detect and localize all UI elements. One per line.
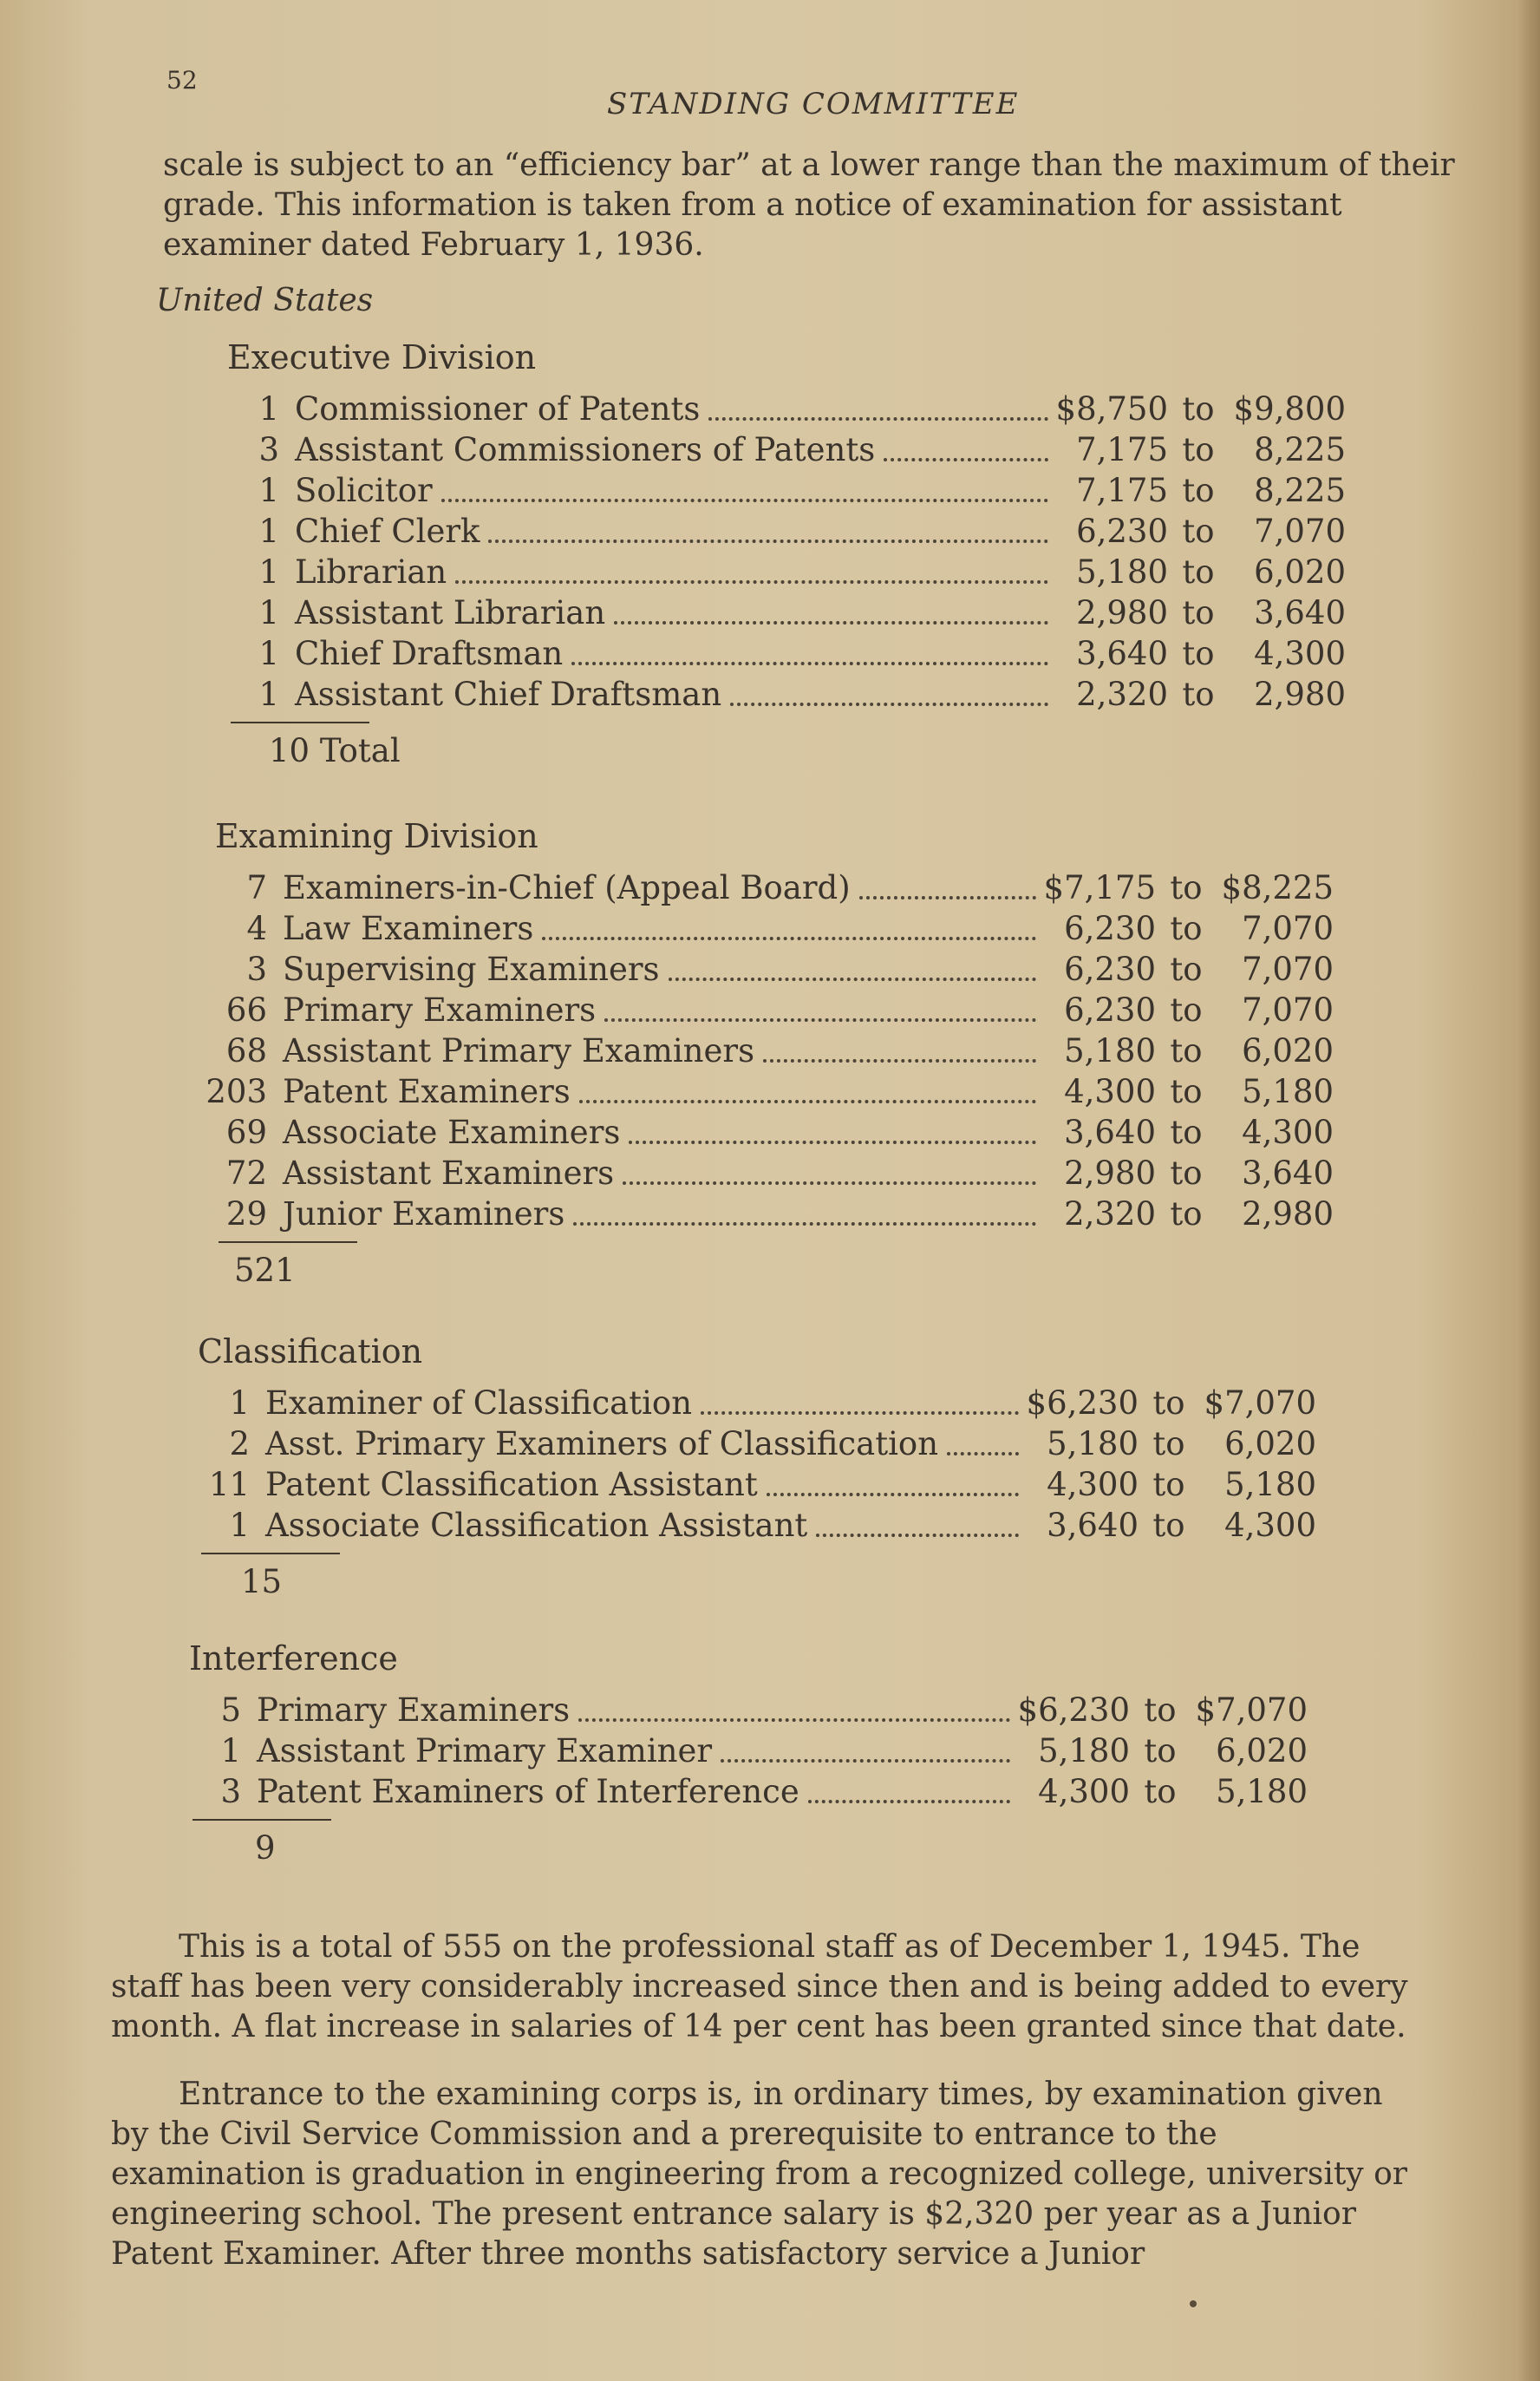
dot-leader bbox=[455, 580, 1048, 584]
division-total: 10 Total bbox=[269, 732, 401, 769]
salary-range bbox=[1055, 676, 1346, 713]
position-title: Primary Examiners bbox=[283, 991, 597, 1029]
position-title: Chief Draftsman bbox=[295, 635, 564, 672]
salary-min: $6,230 bbox=[1017, 1691, 1130, 1729]
salary-max: $7,070 bbox=[1195, 1691, 1308, 1729]
position-row bbox=[215, 869, 1334, 910]
salary-max: 6,020 bbox=[1254, 553, 1346, 591]
position-row bbox=[227, 553, 1346, 594]
position-row bbox=[227, 594, 1346, 635]
dot-leader bbox=[859, 896, 1036, 899]
position-title: Assistant Commissioners of Patents bbox=[295, 431, 876, 468]
position-row bbox=[215, 910, 1334, 951]
salary-max: 3,640 bbox=[1242, 1155, 1334, 1192]
position-row bbox=[189, 1773, 1308, 1814]
salary-min: 5,180 bbox=[1047, 1425, 1139, 1462]
dot-leader bbox=[708, 417, 1048, 421]
dot-leader bbox=[947, 1452, 1019, 1455]
salary-min: 3,640 bbox=[1076, 635, 1168, 672]
salary-to: to bbox=[1182, 635, 1215, 672]
salary-to: to bbox=[1182, 431, 1215, 468]
country-heading: United States bbox=[156, 283, 374, 318]
position-title: Assistant Examiners bbox=[283, 1155, 615, 1192]
page-edge-shadow bbox=[1517, 0, 1540, 2381]
salary-to: to bbox=[1170, 1114, 1203, 1151]
salary-max: 4,300 bbox=[1254, 635, 1346, 672]
salary-max: 5,180 bbox=[1224, 1466, 1316, 1503]
position-count: 7 bbox=[246, 869, 267, 906]
salary-range bbox=[1017, 1691, 1308, 1729]
salary-min: $7,175 bbox=[1043, 869, 1156, 906]
position-row bbox=[227, 676, 1346, 716]
salary-range bbox=[1043, 1155, 1334, 1192]
division-rows bbox=[206, 869, 1334, 1236]
position-count: 2 bbox=[229, 1425, 250, 1462]
division-title: Interference bbox=[189, 1639, 398, 1678]
salary-range bbox=[1043, 951, 1334, 988]
salary-to: to bbox=[1170, 910, 1203, 947]
position-count: 1 bbox=[220, 1732, 241, 1769]
position-row bbox=[189, 1732, 1308, 1773]
dot-leader bbox=[884, 458, 1048, 461]
position-count: 203 bbox=[206, 1073, 267, 1110]
dot-leader bbox=[767, 1493, 1019, 1496]
dot-leader bbox=[614, 621, 1048, 625]
salary-range bbox=[1026, 1507, 1316, 1544]
salary-range bbox=[1017, 1732, 1308, 1769]
salary-to: to bbox=[1144, 1732, 1177, 1769]
salary-range bbox=[1043, 1032, 1334, 1069]
salary-min: 4,300 bbox=[1064, 1073, 1156, 1110]
salary-to: to bbox=[1152, 1384, 1185, 1422]
salary-max: 8,225 bbox=[1254, 431, 1346, 468]
salary-range bbox=[1043, 991, 1334, 1029]
salary-to: to bbox=[1170, 1155, 1203, 1192]
salary-to: to bbox=[1182, 472, 1215, 509]
closing-paragraph-2 bbox=[111, 2075, 1420, 2274]
dot-leader bbox=[669, 978, 1036, 981]
salary-to: to bbox=[1144, 1773, 1177, 1810]
salary-max: 6,020 bbox=[1242, 1032, 1334, 1069]
salary-max: 6,020 bbox=[1216, 1732, 1308, 1769]
position-title: Asst. Primary Examiners of Classification bbox=[265, 1425, 939, 1462]
dot-leader bbox=[701, 1411, 1019, 1415]
salary-min: 4,300 bbox=[1047, 1466, 1139, 1503]
dot-leader bbox=[441, 499, 1048, 502]
position-count: 72 bbox=[225, 1155, 267, 1192]
dot-leader bbox=[573, 1222, 1036, 1226]
position-count: 1 bbox=[258, 553, 279, 591]
position-count: 5 bbox=[220, 1691, 241, 1729]
salary-to: to bbox=[1182, 594, 1215, 631]
salary-range bbox=[1055, 431, 1346, 468]
salary-to: to bbox=[1170, 1032, 1203, 1069]
salary-range bbox=[1026, 1466, 1316, 1503]
salary-range bbox=[1026, 1425, 1316, 1462]
position-row bbox=[206, 1073, 1334, 1114]
position-row bbox=[215, 1195, 1334, 1236]
position-count: 3 bbox=[246, 951, 267, 988]
salary-range bbox=[1055, 594, 1346, 631]
salary-to: to bbox=[1152, 1507, 1185, 1544]
position-title: Assistant Primary Examiners bbox=[283, 1032, 755, 1069]
salary-max: 4,300 bbox=[1224, 1507, 1316, 1544]
salary-max: 4,300 bbox=[1242, 1114, 1334, 1151]
position-title: Solicitor bbox=[295, 472, 433, 509]
salary-to: to bbox=[1170, 869, 1203, 906]
division-rows bbox=[198, 1384, 1316, 1547]
position-row bbox=[227, 472, 1346, 513]
salary-min: 6,230 bbox=[1076, 513, 1168, 550]
salary-to: to bbox=[1182, 513, 1215, 550]
closing-paragraph-1 bbox=[111, 1927, 1420, 2047]
position-row bbox=[198, 1425, 1316, 1466]
salary-range bbox=[1055, 553, 1346, 591]
paragraph-text: This is a total of 555 on the professional staff as of December 1, 1945. The staff has been very considerably increased since then and is being added to every month. A flat increase in salaries of 14 per cent has been granted since that date. bbox=[111, 1929, 1408, 2044]
division-title: Examining Division bbox=[215, 817, 538, 855]
salary-range bbox=[1043, 869, 1334, 906]
dot-leader bbox=[604, 1018, 1036, 1022]
position-count: 1 bbox=[258, 594, 279, 631]
salary-range bbox=[1043, 1114, 1334, 1151]
position-title: Chief Clerk bbox=[295, 513, 480, 550]
salary-min: 2,320 bbox=[1076, 676, 1168, 713]
dot-leader bbox=[730, 703, 1048, 706]
division-rows bbox=[227, 390, 1346, 716]
division-title: Classification bbox=[198, 1332, 423, 1370]
position-count: 68 bbox=[225, 1032, 267, 1069]
salary-max: 2,980 bbox=[1254, 676, 1346, 713]
position-title: Patent Examiners bbox=[283, 1073, 571, 1110]
division-title: Executive Division bbox=[227, 338, 537, 376]
salary-max: 2,980 bbox=[1242, 1195, 1334, 1233]
position-title: Supervising Examiners bbox=[283, 951, 660, 988]
position-title: Examiner of Classification bbox=[265, 1384, 693, 1422]
salary-range bbox=[1055, 472, 1346, 509]
classification-section bbox=[198, 1332, 1316, 1600]
position-title: Primary Examiners bbox=[257, 1691, 571, 1729]
salary-to: to bbox=[1182, 553, 1215, 591]
position-count: 4 bbox=[246, 910, 267, 947]
position-title: Librarian bbox=[295, 553, 447, 591]
division-total: 9 bbox=[255, 1829, 276, 1867]
salary-range bbox=[1055, 513, 1346, 550]
dot-leader bbox=[763, 1059, 1036, 1063]
position-count: 1 bbox=[258, 472, 279, 509]
position-count: 1 bbox=[229, 1384, 250, 1422]
total-rule bbox=[219, 1241, 357, 1243]
salary-range bbox=[1043, 910, 1334, 947]
position-row bbox=[198, 1466, 1316, 1507]
salary-range bbox=[1055, 635, 1346, 672]
position-row bbox=[227, 431, 1346, 472]
position-row bbox=[215, 1114, 1334, 1155]
position-title: Associate Examiners bbox=[283, 1114, 621, 1151]
salary-min: 5,180 bbox=[1076, 553, 1168, 591]
dot-leader bbox=[808, 1800, 1010, 1803]
position-count: 3 bbox=[220, 1773, 241, 1810]
salary-range bbox=[1043, 1195, 1334, 1233]
salary-to: to bbox=[1170, 951, 1203, 988]
salary-min: 2,980 bbox=[1076, 594, 1168, 631]
salary-max: $7,070 bbox=[1204, 1384, 1316, 1422]
salary-to: to bbox=[1182, 676, 1215, 713]
position-row bbox=[215, 1155, 1334, 1195]
salary-max: 7,070 bbox=[1254, 513, 1346, 550]
paragraph-text: Entrance to the examining corps is, in ordinary times, by examination given by the Civil Service Commission and a prerequisite to entrance to the examination is graduation in engineering from a recognized college, university or engineering school. The present entrance salary is $2,320 per year as a Junior Patent Examiner. After three months satisfactory service a Junior bbox=[111, 2077, 1407, 2272]
interference-section bbox=[189, 1639, 1308, 1867]
position-row bbox=[227, 513, 1346, 553]
position-count: 1 bbox=[258, 676, 279, 713]
dot-leader bbox=[579, 1100, 1036, 1103]
position-title: Assistant Librarian bbox=[295, 594, 606, 631]
salary-min: 6,230 bbox=[1064, 951, 1156, 988]
position-title: Patent Examiners of Interference bbox=[257, 1773, 799, 1810]
salary-max: 6,020 bbox=[1224, 1425, 1316, 1462]
dot-leader bbox=[623, 1181, 1036, 1185]
paper-speck bbox=[1190, 2300, 1197, 2307]
position-row bbox=[227, 635, 1346, 676]
position-count: 29 bbox=[225, 1195, 267, 1233]
running-head: STANDING COMMITTEE bbox=[607, 87, 1020, 121]
salary-range bbox=[1017, 1773, 1308, 1810]
position-title: Associate Classification Assistant bbox=[265, 1507, 808, 1544]
salary-min: 3,640 bbox=[1047, 1507, 1139, 1544]
salary-to: to bbox=[1170, 991, 1203, 1029]
division-rows bbox=[189, 1691, 1308, 1814]
position-row bbox=[189, 1691, 1308, 1732]
salary-to: to bbox=[1152, 1466, 1185, 1503]
position-count: 1 bbox=[229, 1507, 250, 1544]
salary-max: $9,800 bbox=[1233, 390, 1346, 428]
salary-to: to bbox=[1170, 1073, 1203, 1110]
position-title: Examiners-in-Chief (Appeal Board) bbox=[283, 869, 851, 906]
dot-leader bbox=[721, 1759, 1010, 1763]
salary-max: 5,180 bbox=[1216, 1773, 1308, 1810]
dot-leader bbox=[578, 1718, 1010, 1722]
position-count: 3 bbox=[258, 431, 279, 468]
salary-min: 3,640 bbox=[1064, 1114, 1156, 1151]
position-row bbox=[215, 1032, 1334, 1073]
position-count: 1 bbox=[258, 390, 279, 428]
salary-min: 7,175 bbox=[1076, 431, 1168, 468]
salary-max: 5,180 bbox=[1242, 1073, 1334, 1110]
position-row bbox=[198, 1384, 1316, 1425]
position-count: 11 bbox=[208, 1466, 250, 1503]
position-title: Junior Examiners bbox=[283, 1195, 565, 1233]
salary-min: 5,180 bbox=[1038, 1732, 1130, 1769]
salary-range bbox=[1026, 1384, 1316, 1422]
dot-leader bbox=[542, 937, 1036, 940]
position-count: 69 bbox=[225, 1114, 267, 1151]
salary-min: 5,180 bbox=[1064, 1032, 1156, 1069]
position-row bbox=[198, 1507, 1316, 1547]
salary-to: to bbox=[1182, 390, 1215, 428]
dot-leader bbox=[571, 662, 1048, 665]
salary-min: $6,230 bbox=[1026, 1384, 1139, 1422]
executive-division-section bbox=[227, 338, 1346, 769]
salary-to: to bbox=[1144, 1691, 1177, 1729]
position-count: 1 bbox=[258, 635, 279, 672]
salary-min: 4,300 bbox=[1038, 1773, 1130, 1810]
salary-min: 6,230 bbox=[1064, 910, 1156, 947]
total-rule bbox=[192, 1819, 331, 1821]
dot-leader bbox=[816, 1534, 1019, 1537]
salary-max: 7,070 bbox=[1242, 991, 1334, 1029]
position-count: 1 bbox=[258, 513, 279, 550]
salary-min: 6,230 bbox=[1064, 991, 1156, 1029]
salary-range bbox=[1055, 390, 1346, 428]
examining-division-section bbox=[206, 817, 1334, 1289]
salary-max: 7,070 bbox=[1242, 951, 1334, 988]
salary-min: $8,750 bbox=[1055, 390, 1168, 428]
position-title: Patent Classification Assistant bbox=[265, 1466, 758, 1503]
total-rule bbox=[201, 1553, 340, 1554]
salary-min: 2,980 bbox=[1064, 1155, 1156, 1192]
dot-leader bbox=[488, 540, 1048, 543]
dot-leader bbox=[629, 1141, 1036, 1144]
position-title: Commissioner of Patents bbox=[295, 390, 701, 428]
position-row bbox=[215, 991, 1334, 1032]
total-rule bbox=[231, 722, 369, 723]
salary-max: 7,070 bbox=[1242, 910, 1334, 947]
division-total: 15 bbox=[241, 1563, 283, 1600]
salary-max: $8,225 bbox=[1221, 869, 1334, 906]
intro-paragraph: scale is subject to an “efficiency bar” at a lower range than the maximum of their grade. This information is taken from a notice of examination for assistant examiner dated February 1, 1936. bbox=[163, 147, 1455, 263]
salary-max: 3,640 bbox=[1254, 594, 1346, 631]
position-row bbox=[227, 390, 1346, 431]
position-title: Assistant Primary Examiner bbox=[257, 1732, 713, 1769]
position-title: Assistant Chief Draftsman bbox=[295, 676, 722, 713]
position-row bbox=[215, 951, 1334, 991]
position-count: 66 bbox=[225, 991, 267, 1029]
salary-min: 7,175 bbox=[1076, 472, 1168, 509]
salary-min: 2,320 bbox=[1064, 1195, 1156, 1233]
position-title: Law Examiners bbox=[283, 910, 534, 947]
salary-max: 8,225 bbox=[1254, 472, 1346, 509]
page-number: 52 bbox=[166, 66, 198, 95]
division-total: 521 bbox=[234, 1252, 296, 1289]
salary-to: to bbox=[1152, 1425, 1185, 1462]
salary-range bbox=[1043, 1073, 1334, 1110]
salary-to: to bbox=[1170, 1195, 1203, 1233]
